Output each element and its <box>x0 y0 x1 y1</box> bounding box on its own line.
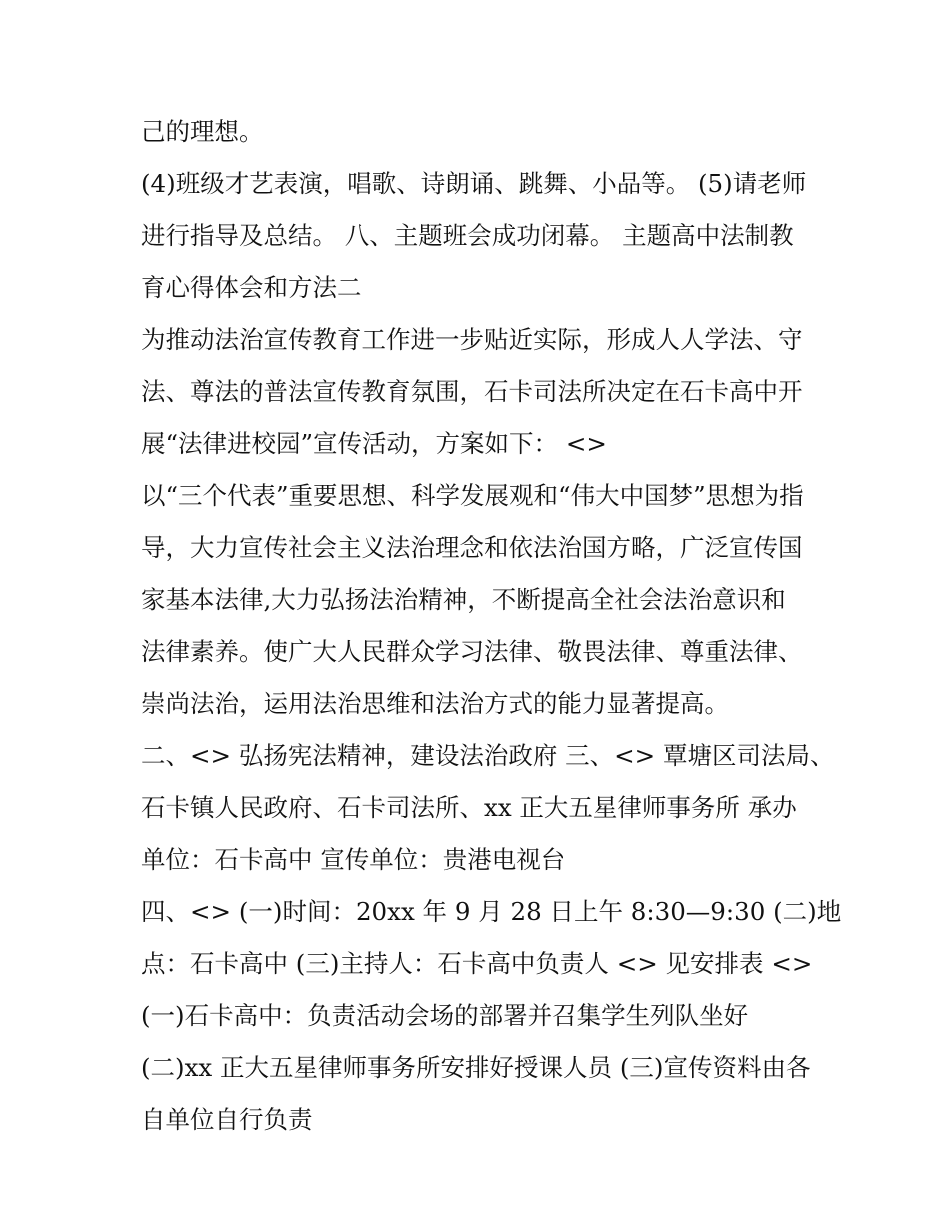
text-line: (一)石卡高中：负责活动会场的部署并召集学生列队坐好 <box>141 1001 749 1030</box>
document-body <box>141 106 842 1146</box>
text-line: (4)班级才艺表演，唱歌、诗朗诵、跳舞、小品等。 (5)请老师 <box>141 169 807 198</box>
text-line: 为推动法治宣传教育工作进一步贴近实际，形成人人学法、守 <box>141 325 803 354</box>
text-line: 导，大力宣传社会主义法治理念和依法治国方略，广泛宣传国 <box>141 533 803 562</box>
text-line: 进行指导及总结。 八、主题班会成功闭幕。 主题高中法制教 <box>141 221 794 250</box>
text-line: 自单位自行负责 <box>141 1105 313 1134</box>
text-line: 己的理想。 <box>141 117 264 146</box>
text-line: (二)xx 正大五星律师事务所安排好授课人员 (三)宣传资料由各 <box>141 1053 811 1082</box>
text-line: 四、<> (一)时间：20xx 年 9 月 28 日上午 8:30—9:30 (二)地 <box>141 897 842 926</box>
text-line: 展“法律进校园”宣传活动，方案如下： <> <box>141 429 607 458</box>
text-line: 法律素养。使广大人民群众学习法律、敬畏法律、尊重法律、 <box>141 637 803 666</box>
text-line: 点：石卡高中 (三)主持人：石卡高中负责人 <> 见安排表 <> <box>141 949 813 978</box>
text-line: 以“三个代表”重要思想、科学发展观和“伟大中国梦”思想为指 <box>141 481 804 510</box>
text-line: 育心得体会和方法二 <box>141 273 362 302</box>
text-line: 石卡镇人民政府、石卡司法所、xx 正大五星律师事务所 承办 <box>141 793 797 822</box>
text-line: 单位：石卡高中 宣传单位：贵港电视台 <box>141 845 566 874</box>
text-line: 二、<> 弘扬宪法精神，建设法治政府 三、<> 覃塘区司法局、 <box>141 741 835 770</box>
text-line: 法、尊法的普法宣传教育氛围，石卡司法所决定在石卡高中开 <box>141 377 803 406</box>
text-line: 家基本法律,大力弘扬法治精神，不断提高全社会法治意识和 <box>141 585 786 614</box>
text-line: 崇尚法治，运用法治思维和法治方式的能力显著提高。 <box>141 689 729 718</box>
